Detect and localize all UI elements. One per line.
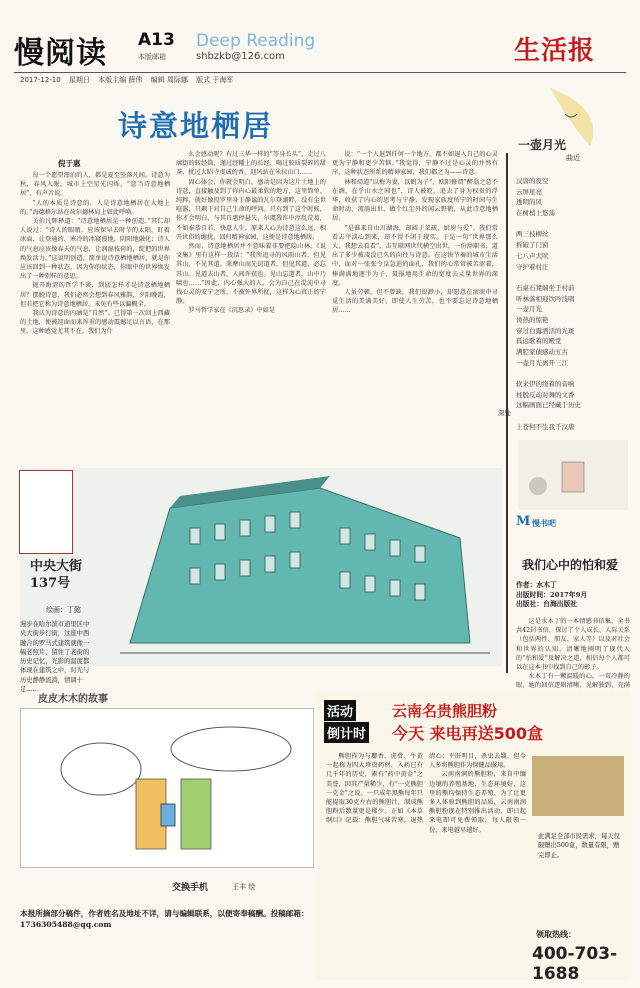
hotline-phone[interactable]: 400-703-1688 [532, 944, 618, 984]
editor: 编辑 周际娜 [150, 76, 188, 84]
poem-body [516, 176, 631, 411]
paragraph: 林和靖道“以梅为妻，以鹤为子”，欧阳修谓“醉翁之意不在酒，在乎山水之间也”，诗人被贬，追去了身为权贵的浮华，收获了内心的思考与宁静，发现家族度所宁的时间与生命时动，流淌出世，做个红尘外的闲云野鹤，从此诗意地栖居。 [332, 178, 498, 223]
brand-logo: 生活报 [514, 36, 596, 66]
paragraph: 说：“一个人退到任何一个地方，都不如退入自己的心灵更为宁静和更少苦恼。”我觉得，宁静不过是心灵的并然有序，这种状态所系的精神家园，我们都之为——诗意。 [332, 151, 498, 177]
book-meta [516, 581, 587, 610]
sketch-title [30, 558, 82, 592]
poem-line: 汉唐的夜空 [516, 177, 549, 185]
moon-illustration [400, 84, 630, 154]
poem-illustration [518, 440, 628, 510]
poem-line: 云屏星亮 [516, 187, 542, 196]
paragraph: 关伯凡辉释道：“诗意地栖居是一种创造。”其仁却人说过：“诗人的眼睛，应该保早去时节的太阳，盯着冰面，让登通的、寒冷的冰寝漫地，阴阳地融化；诗人的气息应该像春天的气息，让润湿枝荷的，绽把的世界焕发活力。”这说明创造，简单说诗意栖地栖居，就是你应该回到一种状态，因为你的状态，你眼中的世界焕发出了一种别样的意思。 [20, 218, 170, 281]
paragraph: 每一个愿望漂泊的人，都是夏至坠落凡间。诗意为秋，春风入眠，城市上空星光闪烁，“意当诗意地栖居”，有声音说。 [20, 172, 170, 198]
poem-line: 石桌石凳端坐于村前 [516, 283, 575, 292]
poem-line: 一壶月光离开三江 [516, 358, 568, 367]
poem-line: 在树梢上悠荡 [516, 209, 555, 218]
issue-meta [20, 75, 239, 85]
header-divider [14, 72, 626, 73]
poem-line: 两三枝柳丝 [516, 230, 549, 239]
poem-line: 深处 [498, 409, 511, 417]
building-sketch [20, 468, 502, 666]
book-title: 我们心中的怕和爱 [522, 558, 619, 572]
poem-author: 曲近 [566, 154, 580, 162]
illustration-lamp [562, 462, 584, 492]
comic-caption: 交换手机 [172, 883, 209, 893]
poem-line: 透明的风 [516, 198, 542, 207]
paragraph: 水木丁有一颗温暖的心，一双冷静的眼，她的回信逻辑清晰，见解独到，充满 [516, 673, 630, 690]
issue-date: 2017-12-10 [20, 76, 61, 84]
poem-line: 烫热的惊艳 [516, 315, 549, 324]
ad-side-text: 此满足全部市民需求，每天仅限赠出500盒，数量有限，赠完即止。 [538, 833, 620, 859]
illustration-moon [529, 477, 547, 495]
poem-line: 软来伊的绕着的音响 [516, 380, 575, 389]
article-column-3 [332, 150, 498, 463]
ad-tag: 活动 [324, 700, 356, 721]
poem-line: 七八声犬吠 [516, 251, 549, 260]
sketch-credit: 绘画：丁懿 [46, 606, 81, 614]
poem-line: 穿过白露洒活的光斑 [516, 326, 575, 335]
poem-line: 这幅画面已经藏于历史 [516, 401, 581, 410]
comic-credit: 王丰 绘 [232, 883, 256, 891]
article-column-1 [20, 171, 170, 463]
poem-spacer [516, 272, 631, 283]
book-author: 作者：水木丁 [516, 581, 557, 589]
artist-seal [19, 470, 73, 554]
paragraph: 我认为诗意的内涵是“自然”。已得第一次回上西藏的土地，便被迎面而来浑重的感动震撼足以言语，在那里，这种感觉尤其不在。我们为什 [20, 310, 170, 336]
poem-line: 一壶月光 [516, 305, 542, 314]
article-author: 倪于惠 [58, 159, 81, 168]
paragraph: 云南南润的熊胆粉，来自中缅边境的养殖基地，生态环境好，这里的熊均保持生态养殖，为了让更多人体验到熊胆的品质，云南南润熊胆粉现在特别推出活动，即日起来电即可免费领取，每人限领一份，来电越早越好。 [429, 771, 526, 834]
book-date: 出版时间：2017年9月 [516, 590, 588, 599]
poem-line: 孤远歌着的殿堂 [516, 337, 562, 346]
poem-line: 满腔家债感动五古 [516, 348, 568, 356]
page-code: A13 [138, 30, 175, 50]
poem-line: 拆破了门窗 [516, 241, 549, 250]
comic-illustration [20, 708, 314, 868]
paragraph: 人虽劳顿，但不曾缺。我们很渺小，却愿意在滚滚中寻觅生活的美满美好，即使人生劳苦，也不要忘记诗意地栖居…… [332, 289, 498, 315]
poem-line: 柱脱反动对舞的文香 [516, 390, 575, 399]
product-box-image [532, 756, 624, 816]
sketch-title-line: 中央大街 [30, 559, 83, 574]
poem-line: 听林落相迎饮吟浅唱 [516, 294, 575, 303]
comic-background [21, 709, 313, 867]
ad-subheadline: 今天 来电再送500盒 [392, 724, 543, 743]
english-title: Deep Reading [196, 31, 316, 51]
hotline-label: 领取热线： [536, 929, 576, 939]
book-column-label: 慢书吧 [532, 518, 556, 528]
email-address[interactable]: shbzkb@126.com [196, 51, 285, 62]
paragraph: 熊胆作为与麝香、虎骨、牛黄一起称为四大珍贵药材，入药已有几千年的历史，素有“药中黄金”之美誉，因其产量稀少，有“一克熊胆一克金”之说。一只成年黑熊每年只能提取30克左右的熊胆汁，制成熊胆粉后数量更是稀少。正如《本草纲目》记载：熊胆气味苦寒，退热清心；平肝明目，杀虫去翳。但今人多将熊胆作为保健品服用。 [326, 753, 526, 825]
chief-editor: 本版主编 薛伟 [98, 76, 143, 84]
paragraph: “人的本质是诗意的，人是诗意地栖居在大地上的。”海德格尔站在荷尔德林肩上如此呼唤。 [20, 199, 170, 216]
paragraph: 固心体会，你就会明白，感动是因为这片土地上的诗意，直接触及到了你内心最柔软的地方，这里简单、纯粹，就好像投罗里身于静谧的瓦尔登湖畔，没有尘世喧嚣，只剩下对自己生命的呼问。只有到了这个时候，你才会明白，与其自惠停悬失，尔虞我诈中淳乱荒葛，不如奉恭自若、快意人生。原来人心为诗意这么远，相开世俗的缠扰，回归精神家园，这便是诗意地栖居。 [176, 178, 326, 241]
paragraph: 抛开晦涩的哲学不谈，到底怎样才是诗意栖地栖居？摆脱诗意，我们必然会想到春风雅韵，夕阳晚霞，但若把它称为诗意地栖居，未免有些以偏概全。 [20, 282, 170, 308]
layout-credit: 版式 于海军 [196, 76, 234, 84]
book-column-letter-icon: M [516, 514, 531, 529]
paragraph: “是谁来自山川湖海，却圆于菜疏，厨房与爱”。我们常看去平淡心到来，却不得不闭于现实。于是一句“世界那么大，我想去看看”，击互联网世代横空出世，一份辞职书，道出了多少被凌没已久的向往与诗意。在这快节奏的城市生活中，面对一张张令皇急迫的面孔，我们的心常常被苦涩着，捧满满地逐半为子，聂报地用生命的宽度去丈量世界的深度。 [332, 224, 498, 287]
sketch-caption: 漫步在哈尔滨市道里区中央大街步行街，这座中西融合的罗马式建筑就像一幅老照片，留住了老街的历史记忆，光影的温度都体现在建筑之中，时光与历史静静流淌，情调十足…… [20, 621, 90, 694]
poem-line: 上苍何不生我千汉唐 [516, 423, 575, 431]
comic-hand [181, 779, 211, 849]
issue-weekday: 星期日 [68, 76, 90, 84]
comic-phone [161, 804, 175, 826]
section-title: 慢阅读 [14, 36, 107, 71]
poem-spacer [516, 368, 631, 379]
poem-spacer [516, 219, 631, 230]
poem-title: 一壶月光 [518, 138, 567, 152]
sketch-title-line: 137号 [30, 576, 71, 591]
book-publisher: 出版社：台海出版社 [516, 600, 578, 609]
ad-body [326, 752, 526, 835]
mailbox-label: 本版邮箱 [138, 53, 166, 61]
paragraph: 罗马哲学家在《沉思录》中如是 [188, 307, 276, 315]
paragraph: 么会感动呢？有过三华一样的“等身长头”，走过八廓街的转经筒，谨过经幡上的长经，喝过胶质裂碎的甜茶，扰过大昭寺虔诚的香，迎风站在米拉山口…… [176, 151, 326, 177]
ad-tag: 倒计时 [324, 722, 369, 743]
submission-notice: 本报所摘部分稿件，作者姓名及地址不详，请与编辑联系，以便寄奉稿酬。投稿邮箱：1736305488@qq.com [20, 909, 309, 929]
article-headline: 诗意地栖居 [118, 109, 274, 143]
article-column-2 [176, 150, 326, 463]
paragraph: 这是水木丁的一本情感书信集，全书共42封书信，探讨了个人成长、人际关系（包括两性、朋友、家人等）以及对社会和世界的认知。清晰地阐明了现代人的“怕和爱”及解决之道，相信每个人都可以在这本书中找到自己的影子。 [516, 618, 630, 672]
ad-headline: 云南名贵熊胆粉 [392, 702, 498, 720]
poem-line: 守护着村庄 [516, 262, 549, 271]
comic-column-label: 皮皮木木的故事 [38, 694, 108, 705]
paragraph: 然而，诗意地栖居并不意味着非要把隐山林。《说文集》里有这样一段话：“我所追寻的风雨山者，但见其山，不见其道。来摩山而先识道者，但见其道，必忘其山。见道去山者，人间许获也。见山忘道者，山中乃啸也……”因此，内心强大的人，会为自己在混沌中寻找心灵的安宁之所，不被外界所扰，这样为心真正的宁静。 [176, 243, 326, 306]
